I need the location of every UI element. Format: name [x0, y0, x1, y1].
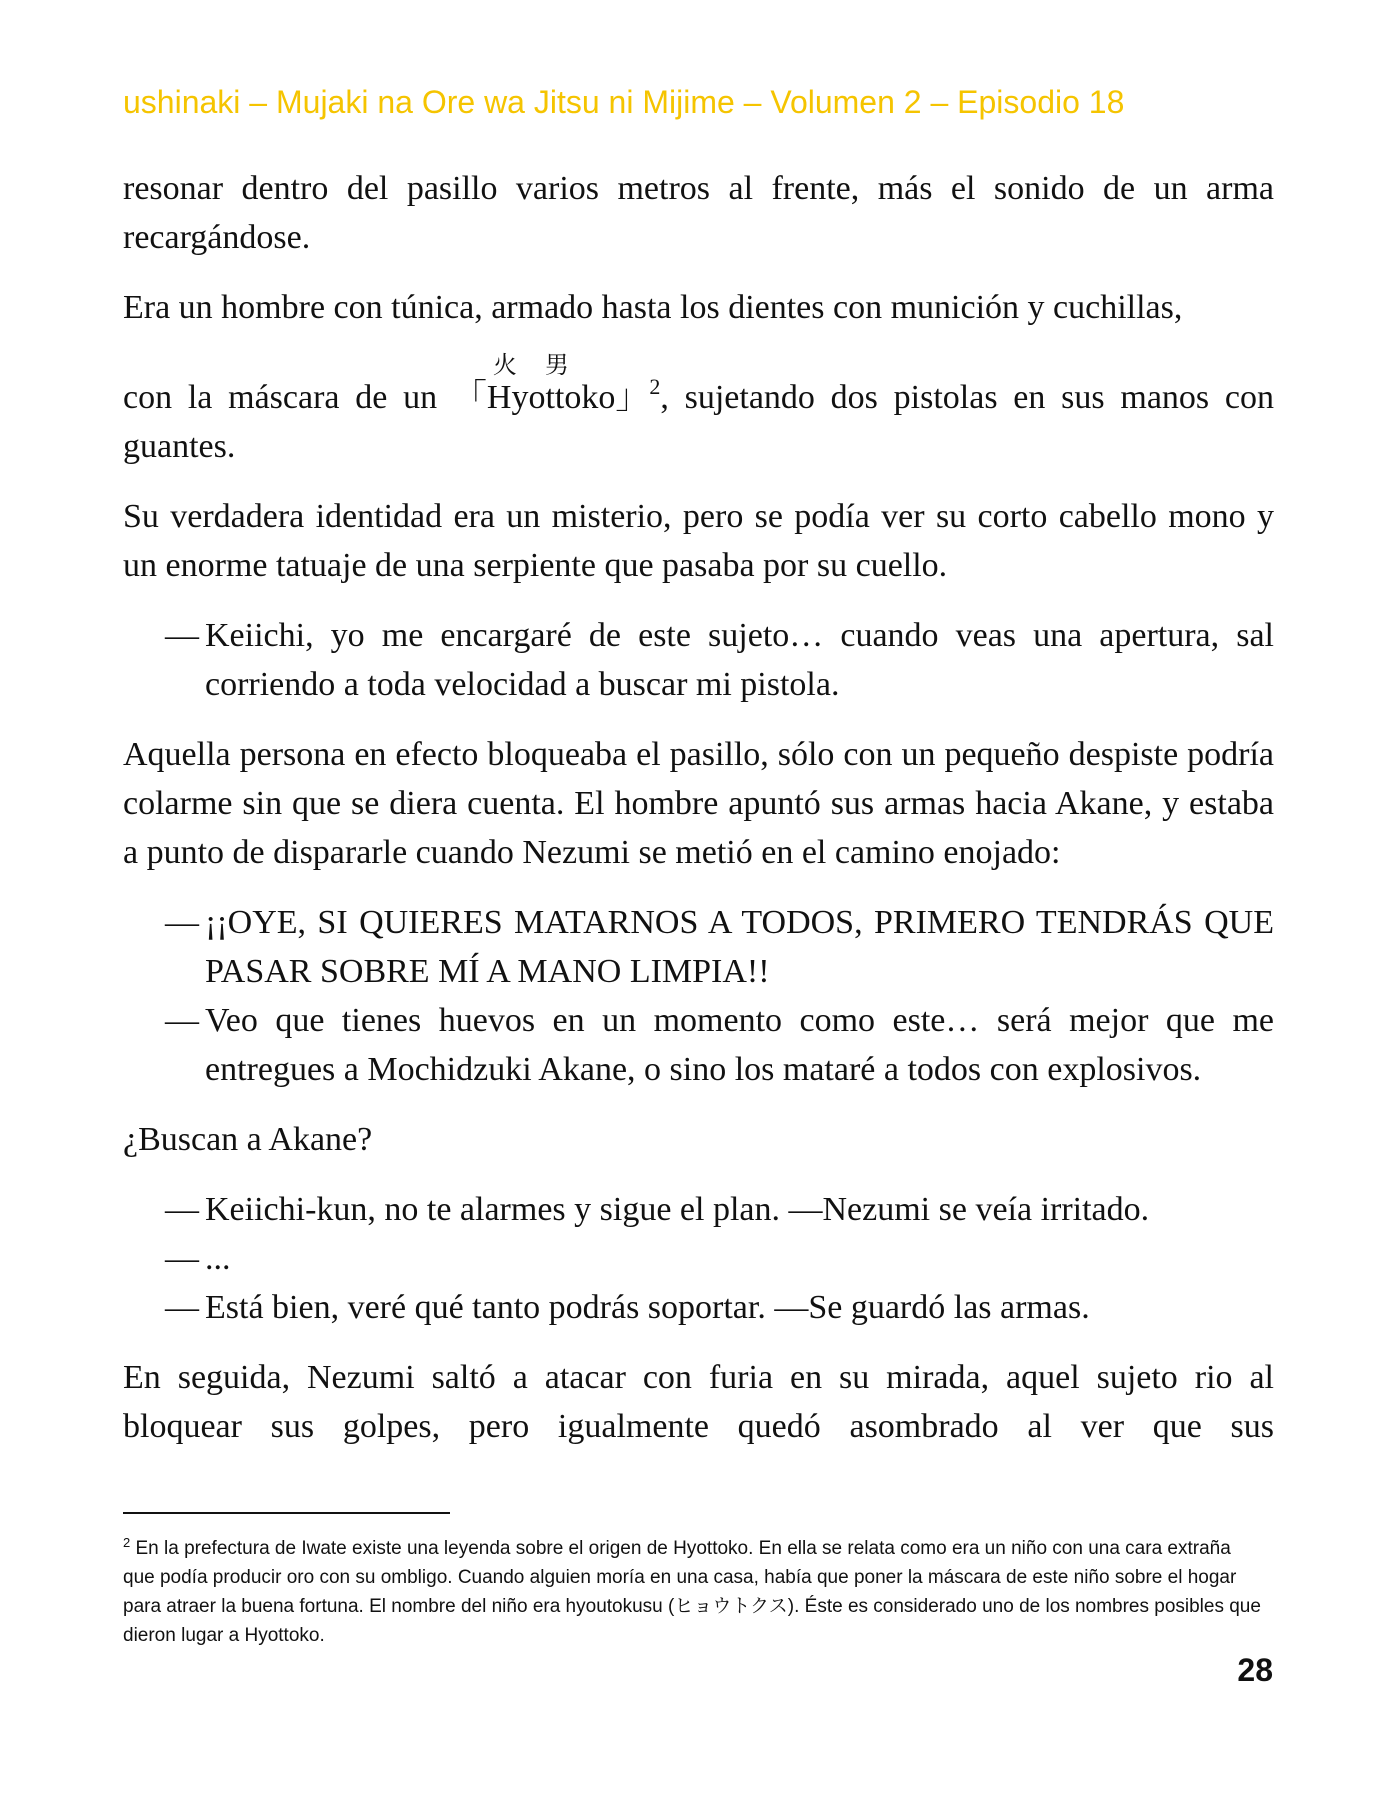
- dialogue-3: [123, 996, 1274, 1094]
- footnote-text: En la prefectura de Iwate existe una leyenda sobre el origen de Hyottoko. En ella se relata como era un niño con una cara extraña que podía producir oro con su ombligo. Cuando alguien moría en una casa, había que poner la máscara de este niño sobre el hogar para atraer la buena fortuna. El nombre del niño era hyoutokusu (ヒョウトクス). Éste es considerado uno de los nombres posibles que dieron lugar a Hyottoko.: [123, 1538, 1261, 1646]
- dialogue-dash: —: [165, 904, 199, 941]
- footnote-reference[interactable]: 2: [649, 374, 661, 399]
- dialogue-2-text: ¡¡OYE, SI QUIERES MATARNOS A TODOS, PRIMERO TENDRÁS QUE PASAR SOBRE MÍ A MANO LIMPIA!!: [205, 904, 1274, 990]
- dialogue-group-1: [123, 898, 1274, 1094]
- dialogue-4: [123, 1185, 1274, 1234]
- dialogue-5-text: ...: [205, 1240, 231, 1277]
- paragraph-2-pre: con la máscara de un: [123, 379, 453, 416]
- paragraph-1: resonar dentro del pasillo varios metros al frente, más el sonido de un arma recargándose.: [123, 170, 1274, 256]
- paragraph-6: En seguida, Nezumi saltó a atacar con furia en su mirada, aquel sujeto rio al bloquear sus golpes, pero igualmente quedó asombrado al ver que sus: [123, 1359, 1274, 1445]
- body-text: [123, 164, 1274, 1472]
- paragraph-4: Aquella persona en efecto bloqueaba el pasillo, sólo con un pequeño despiste podría colarme sin que se diera cuenta. El hombre apuntó sus armas hacia Akane, y estaba a punto de dispararle cuando Nezumi se metió en el camino enojado:: [123, 736, 1274, 871]
- footnote-separator: [123, 1512, 450, 1514]
- paragraph-5: ¿Buscan a Akane?: [123, 1121, 373, 1158]
- dialogue-3-text: Veo que tienes huevos en un momento como este… será mejor que me entregues a Mochidzuki Akane, o sino los mataré a todos con explosivos.: [205, 1002, 1274, 1088]
- dialogue-6-text: Está bien, veré qué tanto podrás soportar. —Se guardó las armas.: [205, 1289, 1090, 1326]
- dialogue-4-text: Keiichi-kun, no te alarmes y sigue el plan. —Nezumi se veía irritado.: [205, 1191, 1150, 1228]
- dialogue-dash: —: [165, 1191, 199, 1228]
- dialogue-dash: —: [165, 1289, 199, 1326]
- paragraph-2-line-1: Era un hombre con túnica, armado hasta los dientes con munición y cuchillas,: [123, 289, 1183, 326]
- paragraph-2-post: , sujetando dos pistolas en sus manos con guantes.: [123, 379, 1275, 465]
- dialogue-group-2: [123, 1185, 1274, 1332]
- dialogue-dash: —: [165, 617, 199, 654]
- dialogue-2: [123, 898, 1274, 996]
- dialogue-6: [123, 1283, 1274, 1332]
- dialogue-dash: —: [165, 1002, 199, 1039]
- paragraph-2: [123, 283, 1274, 332]
- footnote-marker: 2: [123, 1535, 131, 1550]
- footnote: [123, 1528, 1263, 1650]
- running-header: ushinaki – Mujaki na Ore wa Jitsu ni Mijime – Volumen 2 – Episodio 18: [123, 84, 1125, 120]
- furigana-ruby: 火男: [492, 351, 597, 379]
- dialogue-dash: —: [165, 1240, 199, 1277]
- page-number: 28: [1237, 1652, 1273, 1688]
- dialogue-5: [123, 1234, 1274, 1283]
- paragraph-2-continued: [123, 332, 1274, 471]
- dialogue-1-text: Keiichi, yo me encargaré de este sujeto… cuando veas una apertura, sal corriendo a toda velocidad a buscar mi pistola.: [205, 617, 1274, 703]
- hyottoko-word: [452, 351, 650, 422]
- hyottoko-text: 「Hyottoko」: [452, 379, 650, 416]
- paragraph-3: Su verdadera identidad era un misterio, pero se podía ver su corto cabello mono y un enorme tatuaje de una serpiente que pasaba por su cuello.: [123, 498, 1274, 584]
- dialogue-1: [123, 611, 1274, 709]
